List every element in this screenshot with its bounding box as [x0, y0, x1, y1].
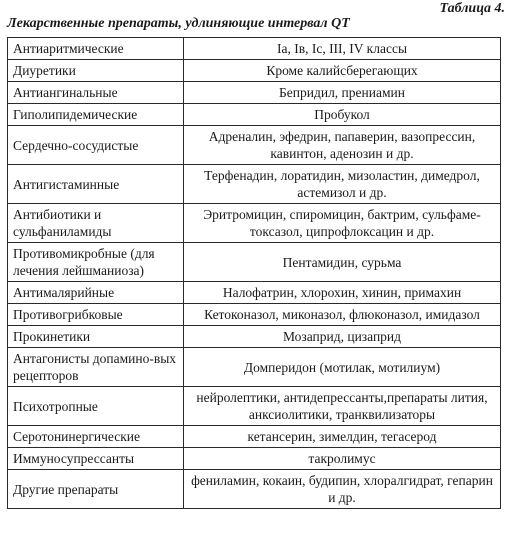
drug-agents-cell: Адреналин, эфедрин, папаверин, вазопрессин, кавинтон, аденозин и др. — [184, 126, 501, 165]
drug-group-cell: Противомикробные (для лечения лейшманиоза) — [8, 243, 184, 282]
drug-group-cell: Антигистаминные — [8, 165, 184, 204]
table-row — [8, 387, 501, 426]
drug-agents-cell: Домперидон (мотилак, мотилиум) — [184, 348, 501, 387]
drug-agents-cell: Пентамидин, сурьма — [184, 243, 501, 282]
drug-agents-cell: фениламин, кокаин, будипин, хлоралгидрат, гепарин и др. — [184, 470, 501, 509]
drug-group-cell: Противогрибковые — [8, 304, 184, 326]
drug-group-cell: Антиаритмические — [8, 38, 184, 60]
drug-agents-cell: Пробукол — [184, 104, 501, 126]
drug-group-cell: Гиполипидемические — [8, 104, 184, 126]
drug-group-cell: Прокинетики — [8, 326, 184, 348]
drug-group-cell: Иммуносупрессанты — [8, 448, 184, 470]
table-row — [8, 104, 501, 126]
table-row — [8, 282, 501, 304]
table-caption: Лекарственные препараты, удлиняющие интервал QT — [7, 16, 350, 31]
drug-group-cell: Другие препараты — [8, 470, 184, 509]
drug-group-cell: Серотонинергические — [8, 426, 184, 448]
drug-group-cell: Диуретики — [8, 60, 184, 82]
table-row — [8, 82, 501, 104]
table-row — [8, 38, 501, 60]
drug-agents-cell: Ia, Iв, Ic, III, IV классы — [184, 38, 501, 60]
drug-agents-cell: нейролептики, антидепрессанты,препараты лития, анксиолитики, транквилизаторы — [184, 387, 501, 426]
drug-agents-cell: Бепридил, прениамин — [184, 82, 501, 104]
table-row — [8, 448, 501, 470]
drug-group-cell: Психотропные — [8, 387, 184, 426]
drug-table — [7, 37, 501, 509]
table-row — [8, 470, 501, 509]
drug-group-cell: Антиангинальные — [8, 82, 184, 104]
drug-group-cell: Антималярийные — [8, 282, 184, 304]
drug-agents-cell: Мозаприд, цизаприд — [184, 326, 501, 348]
drug-agents-cell: Налофатрин, хлорохин, хинин, примахин — [184, 282, 501, 304]
table-row — [8, 60, 501, 82]
drug-group-cell: Сердечно-сосудистые — [8, 126, 184, 165]
drug-agents-cell: кетансерин, зимелдин, тегасерод — [184, 426, 501, 448]
table-row — [8, 326, 501, 348]
drug-agents-cell: такролимус — [184, 448, 501, 470]
table-row — [8, 204, 501, 243]
drug-agents-cell: Кроме калийсберегающих — [184, 60, 501, 82]
drug-agents-cell: Кетоконазол, миконазол, флюконазол, имидазол — [184, 304, 501, 326]
table-row — [8, 243, 501, 282]
drug-group-cell: Антибиотики и сульфаниламиды — [8, 204, 184, 243]
table-row — [8, 348, 501, 387]
table-row — [8, 304, 501, 326]
drug-group-cell: Антагонисты допамино-вых рецепторов — [8, 348, 184, 387]
table-row — [8, 426, 501, 448]
drug-agents-cell: Терфенадин, лоратидин, мизоластин, димедрол, астемизол и др. — [184, 165, 501, 204]
table-number: Таблица 4. — [439, 1, 505, 16]
drug-agents-cell: Эритромицин, спиромицин, бактрим, сульфаме-токсазол, ципрофлоксацин и др. — [184, 204, 501, 243]
table-row — [8, 126, 501, 165]
table-row — [8, 165, 501, 204]
